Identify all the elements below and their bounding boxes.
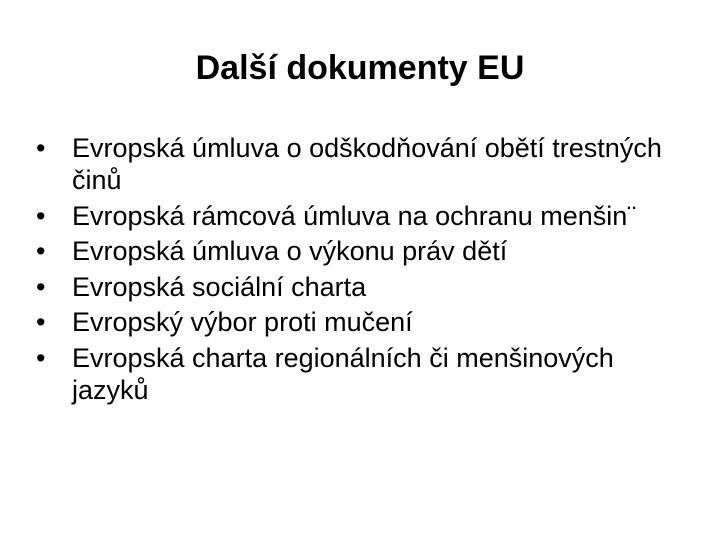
list-item (36, 200, 696, 232)
bullet-icon: • (36, 236, 46, 266)
list-item-text: Evropská rámcová úmluva na ochranu menšin¨ (72, 200, 637, 231)
list-item-text: Evropská úmluva o odškodňování obětí trestných činů (72, 133, 662, 195)
bullet-icon: • (36, 200, 46, 231)
bullet-icon: • (36, 307, 46, 337)
bullet-icon: • (36, 271, 46, 302)
bullet-icon: • (36, 133, 46, 163)
slide-title: Další dokumenty EU (195, 49, 525, 87)
list-item-text: Evropská charta regionálních či menšinových jazyků (72, 342, 614, 405)
list-item (36, 235, 696, 267)
list-item-text: Evropská sociální charta (72, 271, 367, 302)
list-item-text: Evropská úmluva o výkonu práv dětí (72, 236, 508, 266)
list-item-text: Evropský výbor proti mučení (72, 307, 413, 337)
list-item (36, 132, 696, 196)
list-item (36, 306, 696, 338)
list-item (36, 342, 696, 406)
list-item (36, 271, 696, 303)
bullet-icon: • (36, 342, 46, 373)
bullet-list (36, 132, 696, 409)
